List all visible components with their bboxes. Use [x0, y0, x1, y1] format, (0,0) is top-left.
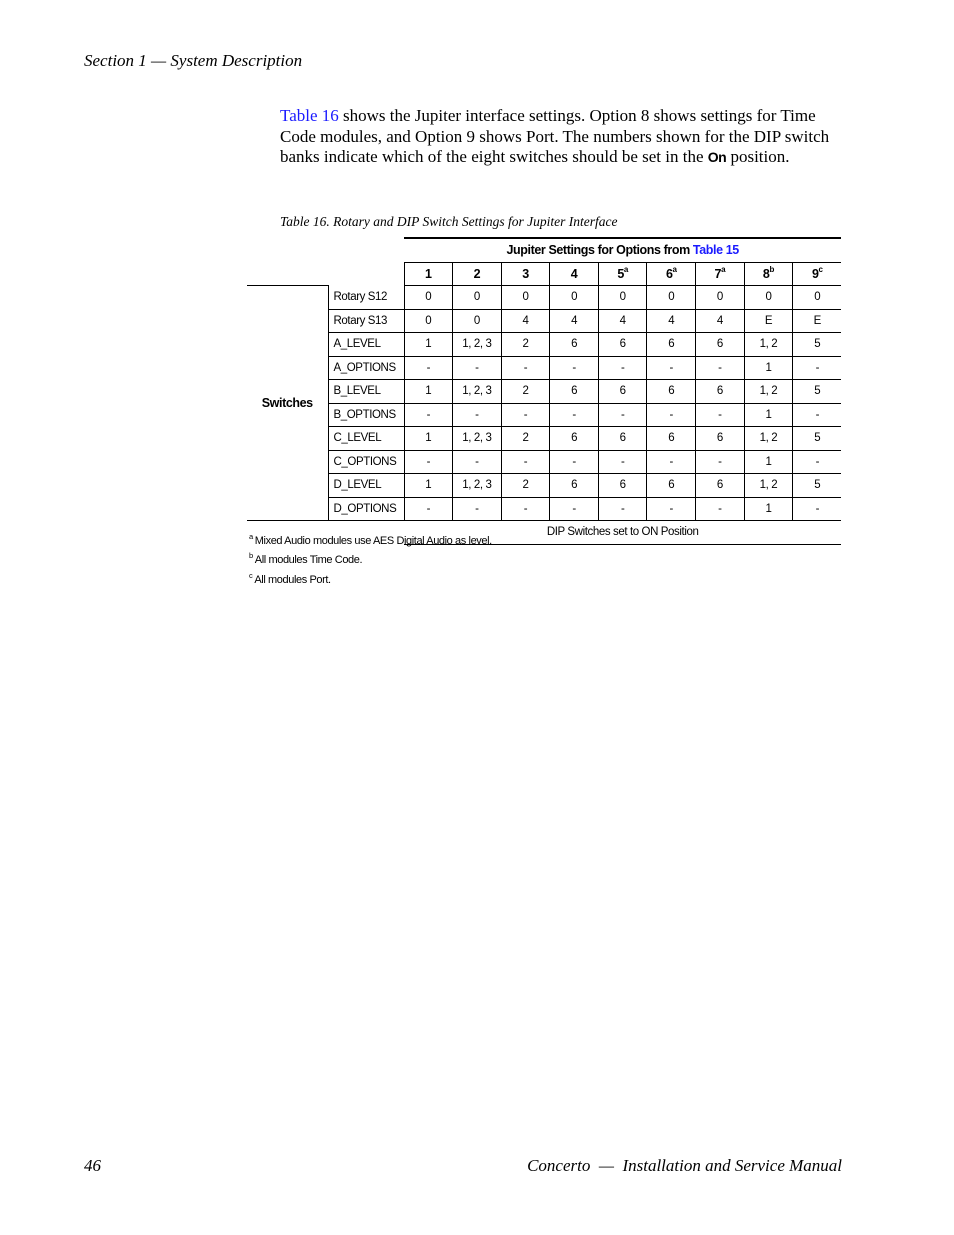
footnote-text: All modules Port. — [254, 574, 331, 586]
group-header — [404, 238, 841, 262]
table-row — [247, 286, 841, 310]
table-cell: 2 — [501, 380, 550, 404]
row-label: C_OPTIONS — [328, 450, 404, 474]
table-cell: 6 — [598, 333, 647, 357]
footnote-c — [249, 571, 331, 586]
column-header-9 — [793, 262, 842, 286]
table-cell: 2 — [501, 474, 550, 498]
table-cell: 1, 2 — [744, 474, 793, 498]
row-label: A_LEVEL — [328, 333, 404, 357]
table-cell: E — [744, 309, 793, 333]
table-cell: - — [793, 403, 842, 427]
column-number: 3 — [522, 266, 529, 281]
column-header-1 — [404, 262, 453, 286]
row-label: C_LEVEL — [328, 427, 404, 451]
row-label: Rotary S12 — [328, 286, 404, 310]
table-cell: 1, 2 — [744, 333, 793, 357]
table-cell: - — [501, 497, 550, 521]
table-cell: - — [696, 497, 745, 521]
table-cell: - — [647, 497, 696, 521]
manual-title: Concerto — Installation and Service Manual — [527, 1156, 842, 1175]
table-cell: 4 — [598, 309, 647, 333]
table-cell: 1, 2, 3 — [453, 333, 502, 357]
column-footnote-mark: c — [818, 264, 823, 274]
table-cell: 1 — [744, 497, 793, 521]
table-cell: - — [598, 450, 647, 474]
table-cell: 0 — [647, 286, 696, 310]
table-cell: - — [598, 497, 647, 521]
table-cell: 6 — [550, 427, 599, 451]
table-cell: - — [696, 403, 745, 427]
row-label: B_LEVEL — [328, 380, 404, 404]
table-cell: - — [647, 450, 696, 474]
table-cell: 6 — [647, 380, 696, 404]
column-header-7 — [696, 262, 745, 286]
column-number: 1 — [425, 266, 432, 281]
row-label: Rotary S13 — [328, 309, 404, 333]
table-row — [247, 380, 841, 404]
table-cell: 1 — [404, 427, 453, 451]
table-cell: 6 — [598, 380, 647, 404]
table-cell: - — [501, 356, 550, 380]
column-number: 8 — [762, 266, 770, 281]
table-cell: E — [793, 309, 842, 333]
intro-paragraph — [280, 106, 842, 168]
table-row — [247, 497, 841, 521]
table-cell: 1, 2 — [744, 380, 793, 404]
table-cell: - — [453, 403, 502, 427]
table-cell: - — [793, 356, 842, 380]
footnote-a — [249, 532, 492, 547]
table-cell: 2 — [501, 427, 550, 451]
table-cell: 0 — [404, 286, 453, 310]
table-row — [247, 403, 841, 427]
table-cell: - — [404, 497, 453, 521]
table-row — [247, 333, 841, 357]
footnote-text: Mixed Audio modules use AES Digital Audio as level. — [254, 535, 492, 547]
row-label: D_OPTIONS — [328, 497, 404, 521]
table-cell: 1, 2, 3 — [453, 380, 502, 404]
table-cell: 5 — [793, 333, 842, 357]
table-row — [247, 474, 841, 498]
table-cell: - — [550, 403, 599, 427]
table-cell: - — [453, 450, 502, 474]
jupiter-settings-table — [247, 237, 841, 545]
table-cell: 6 — [550, 380, 599, 404]
table-row — [247, 356, 841, 380]
column-number: 4 — [570, 266, 578, 281]
table-15-link[interactable]: Table 15 — [692, 243, 739, 258]
table-cell: 6 — [550, 333, 599, 357]
column-header-6 — [647, 262, 696, 286]
footnote-mark: c — [249, 571, 253, 580]
table-cell: 0 — [793, 286, 842, 310]
intro-text-1: shows the Jupiter interface settings. Option 8 shows settings for Time Code modules, and Option 9 shows Port. The numbers shown for the DIP switch banks indicate which of the eight switches should be set in the — [280, 106, 830, 166]
table-cell: - — [404, 450, 453, 474]
table-cell: - — [453, 356, 502, 380]
table-row — [247, 309, 841, 333]
footnote-text: All modules Time Code. — [254, 554, 363, 566]
page-number: 46 — [84, 1156, 101, 1175]
table-cell: 0 — [404, 309, 453, 333]
table-row — [247, 427, 841, 451]
table-cell: - — [793, 497, 842, 521]
table-cell: 6 — [647, 474, 696, 498]
table-cell: 6 — [696, 474, 745, 498]
row-label: D_LEVEL — [328, 474, 404, 498]
table-cell: 6 — [696, 427, 745, 451]
table-cell: 0 — [598, 286, 647, 310]
table-cell: 1 — [744, 403, 793, 427]
column-footnote-mark: b — [769, 264, 774, 274]
table-cell: 5 — [793, 474, 842, 498]
table-cell: 1 — [404, 333, 453, 357]
table-cell: 1 — [744, 356, 793, 380]
column-header-5 — [598, 262, 647, 286]
table-cell: 6 — [598, 427, 647, 451]
table-cell: 0 — [501, 286, 550, 310]
column-number: 6 — [665, 266, 673, 281]
group-header-text: Jupiter Settings for Options from — [506, 243, 693, 258]
table-cell: 6 — [647, 333, 696, 357]
table-cell: 1, 2 — [744, 427, 793, 451]
table-caption: Table 16. Rotary and DIP Switch Settings for Jupiter Interface — [280, 214, 618, 229]
row-group-label: Switches — [247, 286, 328, 521]
table-cell: - — [453, 497, 502, 521]
table-cell: 0 — [453, 286, 502, 310]
column-number: 7 — [714, 266, 722, 281]
table-cell: - — [550, 497, 599, 521]
column-footnote-mark: a — [721, 264, 726, 274]
table-footer-note: DIP Switches set to ON Position — [404, 521, 841, 545]
footnote-b — [249, 551, 363, 566]
table-cell: - — [598, 403, 647, 427]
on-keyword: On — [707, 149, 727, 165]
table-cell: - — [647, 403, 696, 427]
column-header-3 — [501, 262, 550, 286]
table-cell: - — [550, 356, 599, 380]
intro-text-2: position. — [726, 147, 790, 166]
column-header-2 — [453, 262, 502, 286]
table-cell: 4 — [550, 309, 599, 333]
column-number: 5 — [617, 266, 624, 281]
table-cell: 4 — [501, 309, 550, 333]
table-cell: - — [550, 450, 599, 474]
table-cell: 2 — [501, 333, 550, 357]
column-number: 2 — [473, 266, 481, 281]
column-header-8 — [744, 262, 793, 286]
table-cell: 4 — [647, 309, 696, 333]
table-cell: 4 — [696, 309, 745, 333]
row-label: A_OPTIONS — [328, 356, 404, 380]
running-header: Section 1 — System Description — [84, 51, 303, 70]
table-cell: 1 — [404, 474, 453, 498]
table-cell: - — [501, 403, 550, 427]
table-cell: 6 — [696, 380, 745, 404]
table-cell: 6 — [696, 333, 745, 357]
column-header-4 — [550, 262, 599, 286]
table-cell: 5 — [793, 380, 842, 404]
table-cell: - — [404, 403, 453, 427]
footnote-mark: b — [249, 551, 253, 560]
table-16-link[interactable]: Table 16 — [280, 106, 339, 125]
table-cell: 1 — [404, 380, 453, 404]
column-number: 9 — [811, 266, 819, 281]
column-footnote-mark: a — [623, 264, 628, 274]
table-cell: 5 — [793, 427, 842, 451]
table-cell: 0 — [453, 309, 502, 333]
table-cell: - — [647, 356, 696, 380]
table-row — [247, 450, 841, 474]
table-cell: - — [696, 450, 745, 474]
table-cell: 0 — [744, 286, 793, 310]
table-cell: 0 — [550, 286, 599, 310]
table-cell: - — [501, 450, 550, 474]
table-cell: 1, 2, 3 — [453, 427, 502, 451]
table-cell: - — [404, 356, 453, 380]
table-cell: 1, 2, 3 — [453, 474, 502, 498]
table-cell: 6 — [598, 474, 647, 498]
table-cell: - — [793, 450, 842, 474]
footnote-mark: a — [249, 532, 253, 541]
row-label: B_OPTIONS — [328, 403, 404, 427]
table-cell: - — [598, 356, 647, 380]
table-cell: - — [696, 356, 745, 380]
table-cell: 1 — [744, 450, 793, 474]
table-cell: 6 — [550, 474, 599, 498]
column-footnote-mark: a — [672, 264, 677, 274]
table-cell: 6 — [647, 427, 696, 451]
table-cell: 0 — [696, 286, 745, 310]
